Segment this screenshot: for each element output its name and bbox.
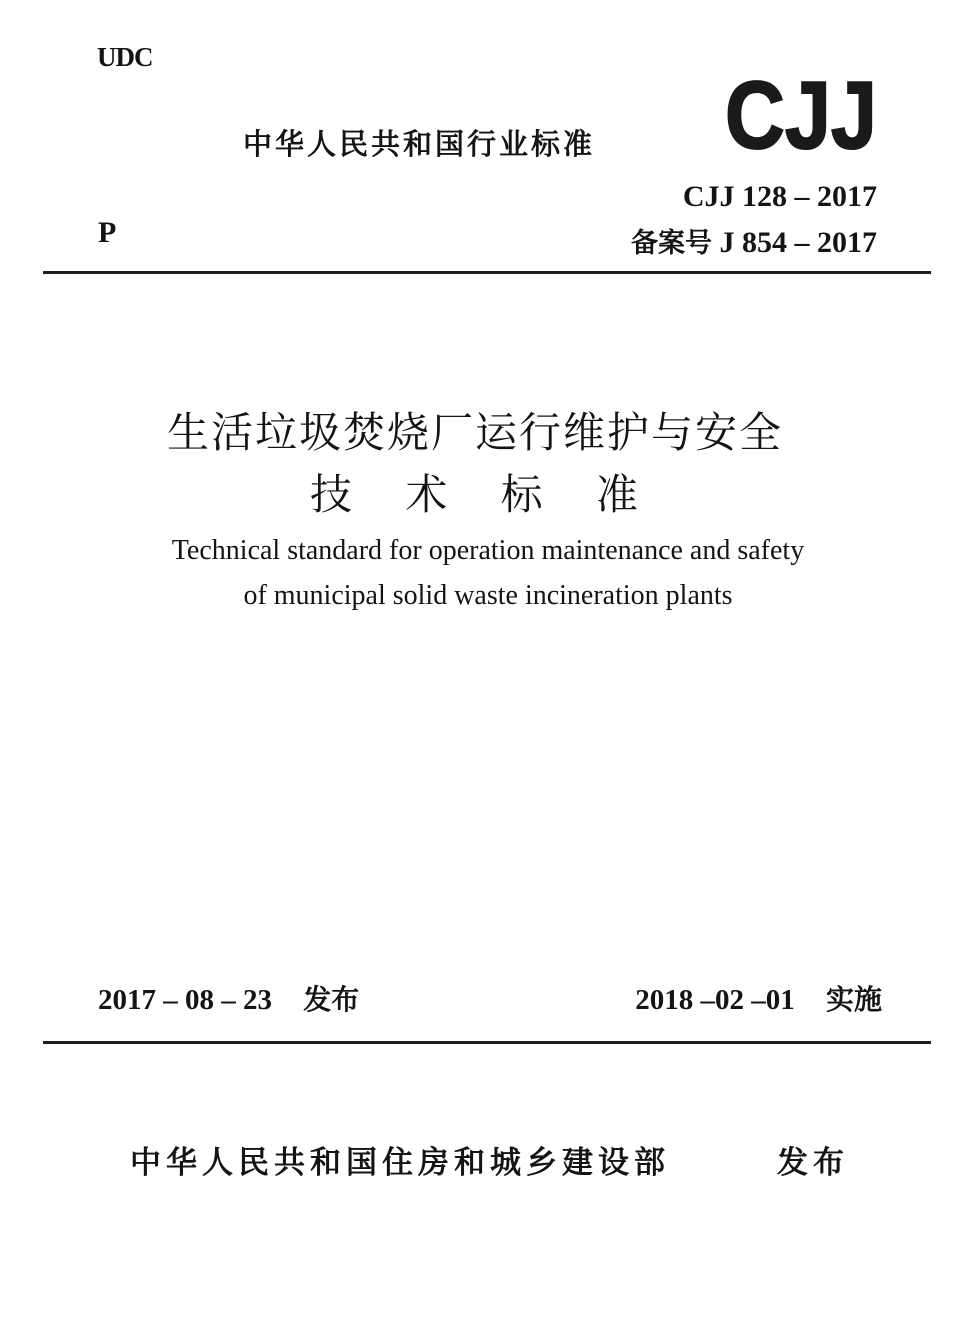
standard-number: CJJ 128 – 2017	[682, 180, 877, 213]
classification-code: P	[98, 216, 117, 249]
implement-date-line	[635, 978, 882, 1018]
implement-label: 实施	[825, 983, 882, 1016]
record-label: 备案号	[631, 228, 712, 259]
title-en-line2: of municipal solid waste incineration plants	[243, 580, 733, 611]
bottom-divider	[43, 1041, 931, 1044]
industry-standard-heading: 中华人民共和国行业标准	[243, 127, 596, 161]
record-number-line	[631, 221, 877, 260]
title-cn-line1: 生活垃圾焚烧厂运行维护与安全	[166, 408, 783, 457]
title-en-line1: Technical standard for operation maintenance and safety	[171, 535, 805, 566]
title-cn-line2: 技 术 标 准	[309, 470, 641, 519]
top-divider	[43, 271, 931, 274]
udc-label: UDC	[97, 42, 153, 72]
publisher: 中华人民共和国住房和城乡建设部	[130, 1145, 670, 1181]
issue-label: 发布	[303, 983, 360, 1016]
logo-text: CJJ	[725, 62, 877, 169]
implement-date: 2018 –02 –01	[635, 984, 795, 1016]
publish-label: 发布	[777, 1145, 849, 1181]
issue-date-line	[98, 978, 359, 1018]
issue-date: 2017 – 08 – 23	[98, 984, 272, 1016]
record-number: J 854 – 2017	[719, 226, 877, 259]
cjj-logo	[722, 62, 880, 169]
